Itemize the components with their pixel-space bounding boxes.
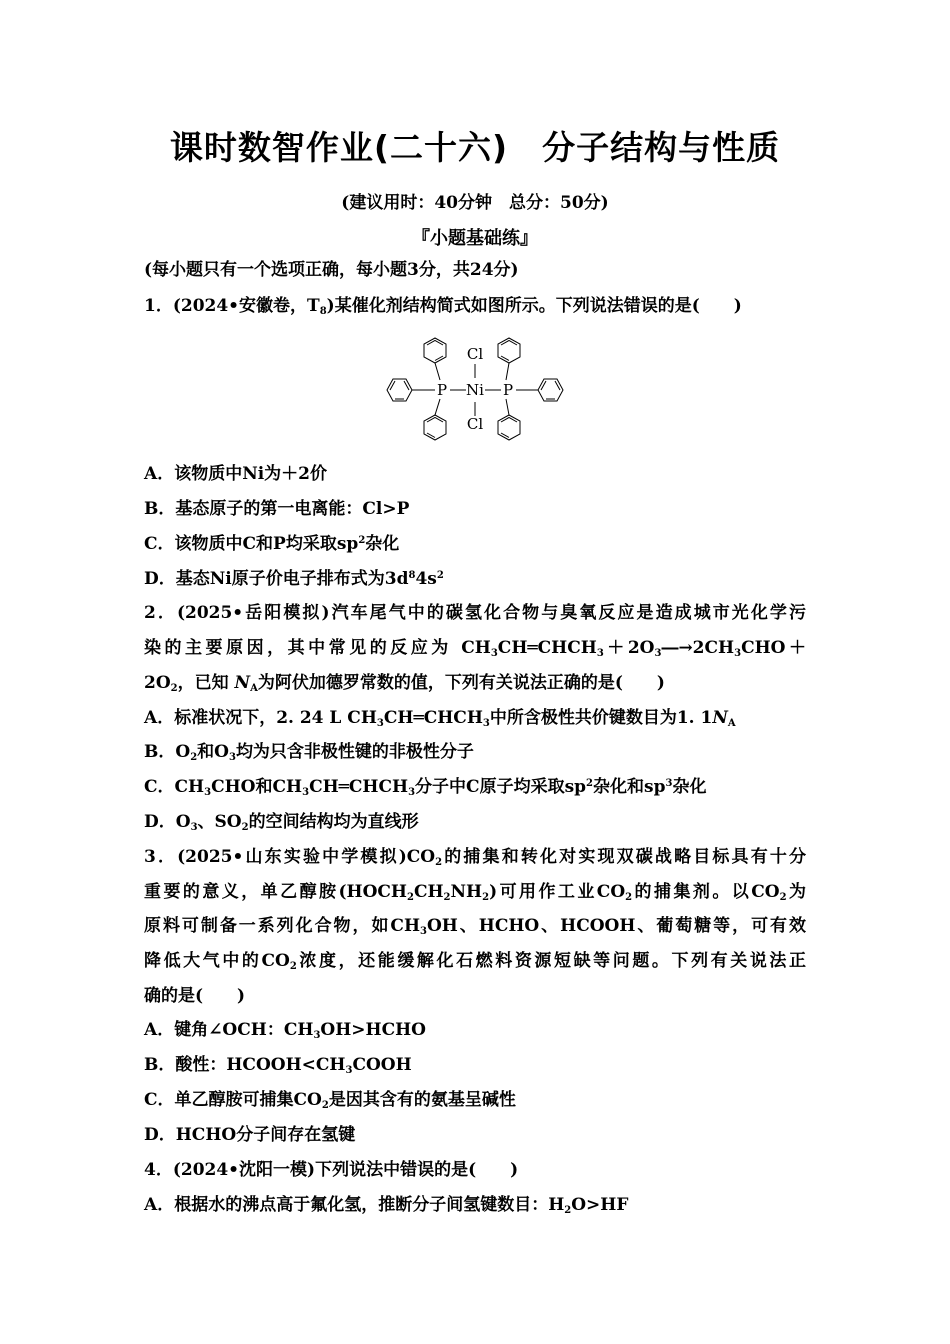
section-heading: 『小题基础练』 [412,228,538,249]
q1-option-a: A．该物质中Ni为＋2价 [144,464,328,484]
chlorine-top-label: Cl [466,345,484,363]
q3-option-c: C．单乙醇胺可捕集$CO_2$是因其含有的氨基呈碱性 [144,1090,516,1111]
q4-stem: 4．(2024•沈阳一模)下列说法中错误的是( ) [144,1160,519,1180]
q3-stem-line-3: 原料可制备一系列化合物，如$CH_3OH$、HCHO、HCOOH、葡萄糖等，可有效 [144,916,807,937]
page-title: 课时数智作业(二十六) 分子结构与性质 [169,128,781,167]
q1-option-c: C．该物质中C和P均采取$sp^2$杂化 [144,534,400,554]
q1-stem: 1．(2024•安徽卷，$T_8$)某催化剂结构简式如图所示。下列说法错误的是( ) [144,296,742,317]
q2-option-d: D．$O_3$、$SO_2$的空间结构均为直线形 [144,812,419,833]
q3-option-b: B．酸性：$HCOOH<CH_3COOH$ [144,1055,412,1076]
q2-option-b: B．$O_2$和$O_3$均为只含非极性键的非极性分子 [144,742,474,763]
q3-stem-line-1: 3．(2025•山东实验中学模拟)$CO_2$的捕集和转化对实现双碳战略目标具有十分 [144,847,807,868]
q1-option-d: D．基态Ni原子价电子排布式为$3d^84s^2$ [144,569,444,589]
phosphorus-left-label: P [436,381,448,399]
q2-stem-line-3: $2O_2$，已知 $N_A$为阿伏加德罗常数的值，下列有关说法正确的是( ) [144,673,665,694]
q3-stem-line-4: 降低大气中的$CO_2$浓度，还能缓解化石燃料资源短缺等问题。下列有关说法正 [144,951,806,972]
q2-stem-line-1: 2．(2025•岳阳模拟)汽车尾气中的碳氢化合物与臭氧反应是造成城市光化学污 [144,603,806,623]
q3-stem-line-5: 确的是( ) [144,986,246,1006]
q1-option-b: B．基态原子的第一电离能：Cl>P [144,499,410,519]
phosphorus-right-label: P [502,381,514,399]
nickel-label: Ni [466,381,484,399]
q2-option-a: A．标准状况下，2. 24 L $CH_3CH═CHCH_3$中所含极性共价键数目为1. $1N_A$ [144,708,736,729]
q4-option-a: A．根据水的沸点高于氟化氢，推断分子间氢键数目：$H_2O>HF$ [144,1195,629,1216]
q3-stem-line-2: 重要的意义，单乙醇胺$(HOCH_2CH_2NH_2)$可用作工业$CO_2$的捕集剂。以$CO_2$为 [144,882,806,903]
q3-option-a: A．键角∠OCH：$CH_3OH>HCHO$ [144,1020,426,1041]
q2-stem-line-2: 染的主要原因，其中常见的反应为 $CH_3CH═CHCH_3+2O_3―\to 2CH_3CHO+$ [144,638,806,659]
time-score-info: (建议用时：40分钟 总分：50分) [341,193,609,213]
instruction-note: (每小题只有一个选项正确，每小题3分，共24分) [144,260,519,280]
chlorine-bottom-label: Cl [466,415,484,433]
q2-option-c: C．$CH_3CHO$和$CH_3CH═CHCH_3$分子中C原子均采取$sp^2$杂化和$sp^3$杂化 [144,777,707,798]
ni-complex-structure [380,328,570,456]
q3-option-d: D．HCHO分子间存在氢键 [144,1125,356,1145]
